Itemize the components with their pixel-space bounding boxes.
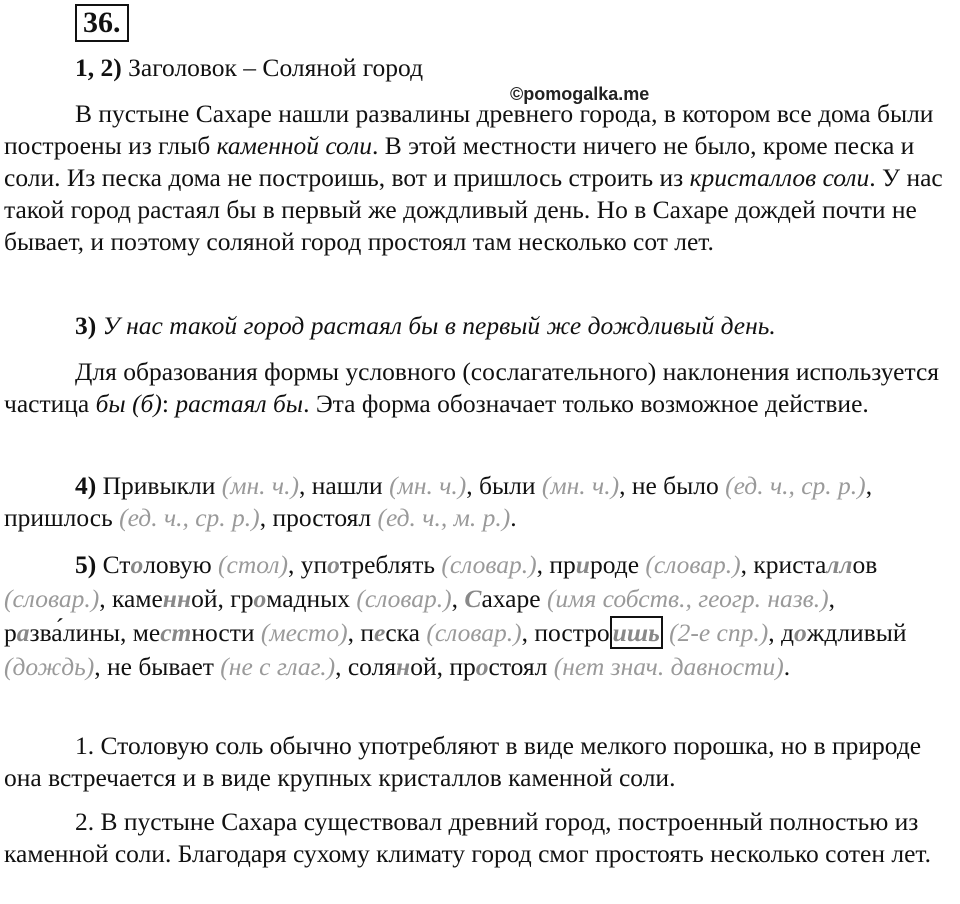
word: ска bbox=[385, 618, 427, 647]
word: ности bbox=[191, 618, 261, 647]
word: , были bbox=[466, 471, 542, 500]
word: , д bbox=[768, 618, 794, 647]
task-number: 36. bbox=[75, 4, 129, 42]
note: (мн. ч.) bbox=[541, 471, 620, 500]
note: (имя собств., геогр. назв.) bbox=[546, 584, 829, 613]
word: зва́лины, ме bbox=[29, 618, 161, 647]
note: (ед. ч., ср. р.) bbox=[725, 471, 866, 500]
note: (ед. ч., м. р.) bbox=[377, 503, 511, 532]
orthogram: о bbox=[253, 584, 267, 613]
item-label: 1, 2) bbox=[75, 53, 122, 82]
example-sentence: У нас такой город растаял бы в первый же дождливый день. bbox=[96, 311, 776, 340]
orthogram: н bbox=[396, 652, 411, 681]
explanation-paragraph bbox=[4, 356, 954, 420]
note: (мн. ч.) bbox=[389, 471, 467, 500]
word: , уп bbox=[287, 550, 328, 579]
orthogram: С bbox=[464, 584, 482, 613]
text-run: В пустыне Сахаре нашли развалины древнего города, в котором все дома были построены из глыб bbox=[4, 99, 934, 160]
word: , нашли bbox=[298, 471, 390, 500]
word: треблять bbox=[339, 550, 442, 579]
word: ахаре bbox=[481, 584, 547, 613]
word: стоял bbox=[488, 652, 554, 681]
word: , не было bbox=[619, 471, 726, 500]
note: (нет знач. давности) bbox=[553, 652, 784, 681]
word: ой, гр bbox=[191, 584, 254, 613]
text-run: . Эта форма обозначает только возможное действие. bbox=[303, 389, 869, 418]
orthogram: лл bbox=[826, 550, 853, 579]
word: , не бывает bbox=[94, 652, 221, 681]
orthogram: о bbox=[793, 618, 807, 647]
note: (ед. ч., ср. р.) bbox=[119, 503, 260, 532]
text-run: . В этой местности ничего не было, кроме песка и соли. Из песка дома не построишь, вот и пришлось строить из bbox=[4, 131, 915, 192]
text-run: . bbox=[510, 503, 517, 532]
word: роде bbox=[589, 550, 646, 579]
text-run: : bbox=[161, 389, 176, 418]
item-label: 5) bbox=[75, 550, 97, 579]
word: , п bbox=[347, 618, 374, 647]
italic-run: бы (б) bbox=[95, 389, 162, 418]
word: , пришлось bbox=[4, 471, 873, 532]
word: Ст bbox=[96, 550, 131, 579]
watermark: ©pomogalka.me bbox=[510, 84, 650, 104]
text-paragraph bbox=[4, 98, 954, 258]
word: , криста bbox=[740, 550, 827, 579]
word: , пр bbox=[536, 550, 576, 579]
word: мадных bbox=[266, 584, 357, 613]
note: (стол) bbox=[218, 550, 288, 579]
answer-sentence-2: 2. В пустыне Сахара существовал древний город, построенный полностью из каменной соли. Благодаря сухому климату город смог простоять несколько сотен лет. bbox=[4, 807, 932, 868]
verbs-paragraph bbox=[4, 470, 954, 534]
italic-run: кристаллов соли bbox=[689, 163, 870, 192]
note: (словар.) bbox=[645, 550, 741, 579]
item-label: 3) bbox=[75, 311, 97, 340]
note: (словар.) bbox=[4, 584, 100, 613]
title-paragraph bbox=[4, 52, 954, 84]
italic-run: растаял бы bbox=[175, 389, 304, 418]
note: (словар.) bbox=[426, 618, 522, 647]
word: ловую bbox=[143, 550, 219, 579]
text-run: . У нас такой город растаял бы в первый же дождливый день. Но в Сахаре дождей почти не бывает, и поэтому соляной город простоял там несколько сот лет. bbox=[4, 163, 943, 256]
text-run: . bbox=[783, 652, 791, 681]
word: , bbox=[451, 584, 465, 613]
orthogram: ст bbox=[160, 618, 192, 647]
note: (не с глаг.) bbox=[220, 652, 336, 681]
orthogram: а bbox=[16, 618, 30, 647]
orthogram: е bbox=[374, 618, 386, 647]
word: ой, пр bbox=[410, 652, 476, 681]
word: , соля bbox=[335, 652, 397, 681]
orthogram: о bbox=[327, 550, 340, 579]
note: (дождь) bbox=[4, 652, 95, 681]
orthogram: о bbox=[475, 652, 489, 681]
sentence-paragraph bbox=[4, 310, 954, 342]
text-run: Для образования формы условного (сослагательного) наклонения используется частица bbox=[4, 357, 939, 418]
orthogram: и bbox=[575, 550, 590, 579]
note: (2-е спр.) bbox=[669, 618, 769, 647]
note: (мн. ч.) bbox=[221, 471, 299, 500]
italic-run: каменной соли bbox=[216, 131, 373, 160]
word: ов bbox=[852, 550, 878, 579]
note: (словар.) bbox=[441, 550, 537, 579]
word: ждливый bbox=[806, 618, 907, 647]
word: , каме bbox=[99, 584, 163, 613]
answer-sentence-1: 1. Столовую соль обычно употребляют в виде мелкого порошка, но в природе она встречается и в виде крупных кристаллов каменной соли. bbox=[4, 731, 922, 792]
word: Привыкли bbox=[96, 471, 222, 500]
note: (место) bbox=[260, 618, 348, 647]
spelling-paragraph bbox=[4, 548, 954, 684]
note: (словар.) bbox=[356, 584, 452, 613]
word: , постро bbox=[521, 618, 610, 647]
orthogram: о bbox=[130, 550, 144, 579]
word: , простоял bbox=[259, 503, 378, 532]
boxed-ending: ишь bbox=[610, 616, 663, 649]
word: , р bbox=[4, 584, 835, 647]
orthogram: нн bbox=[162, 584, 192, 613]
item-label: 4) bbox=[75, 471, 97, 500]
title-text: Заголовок – Соляной город bbox=[121, 53, 424, 82]
